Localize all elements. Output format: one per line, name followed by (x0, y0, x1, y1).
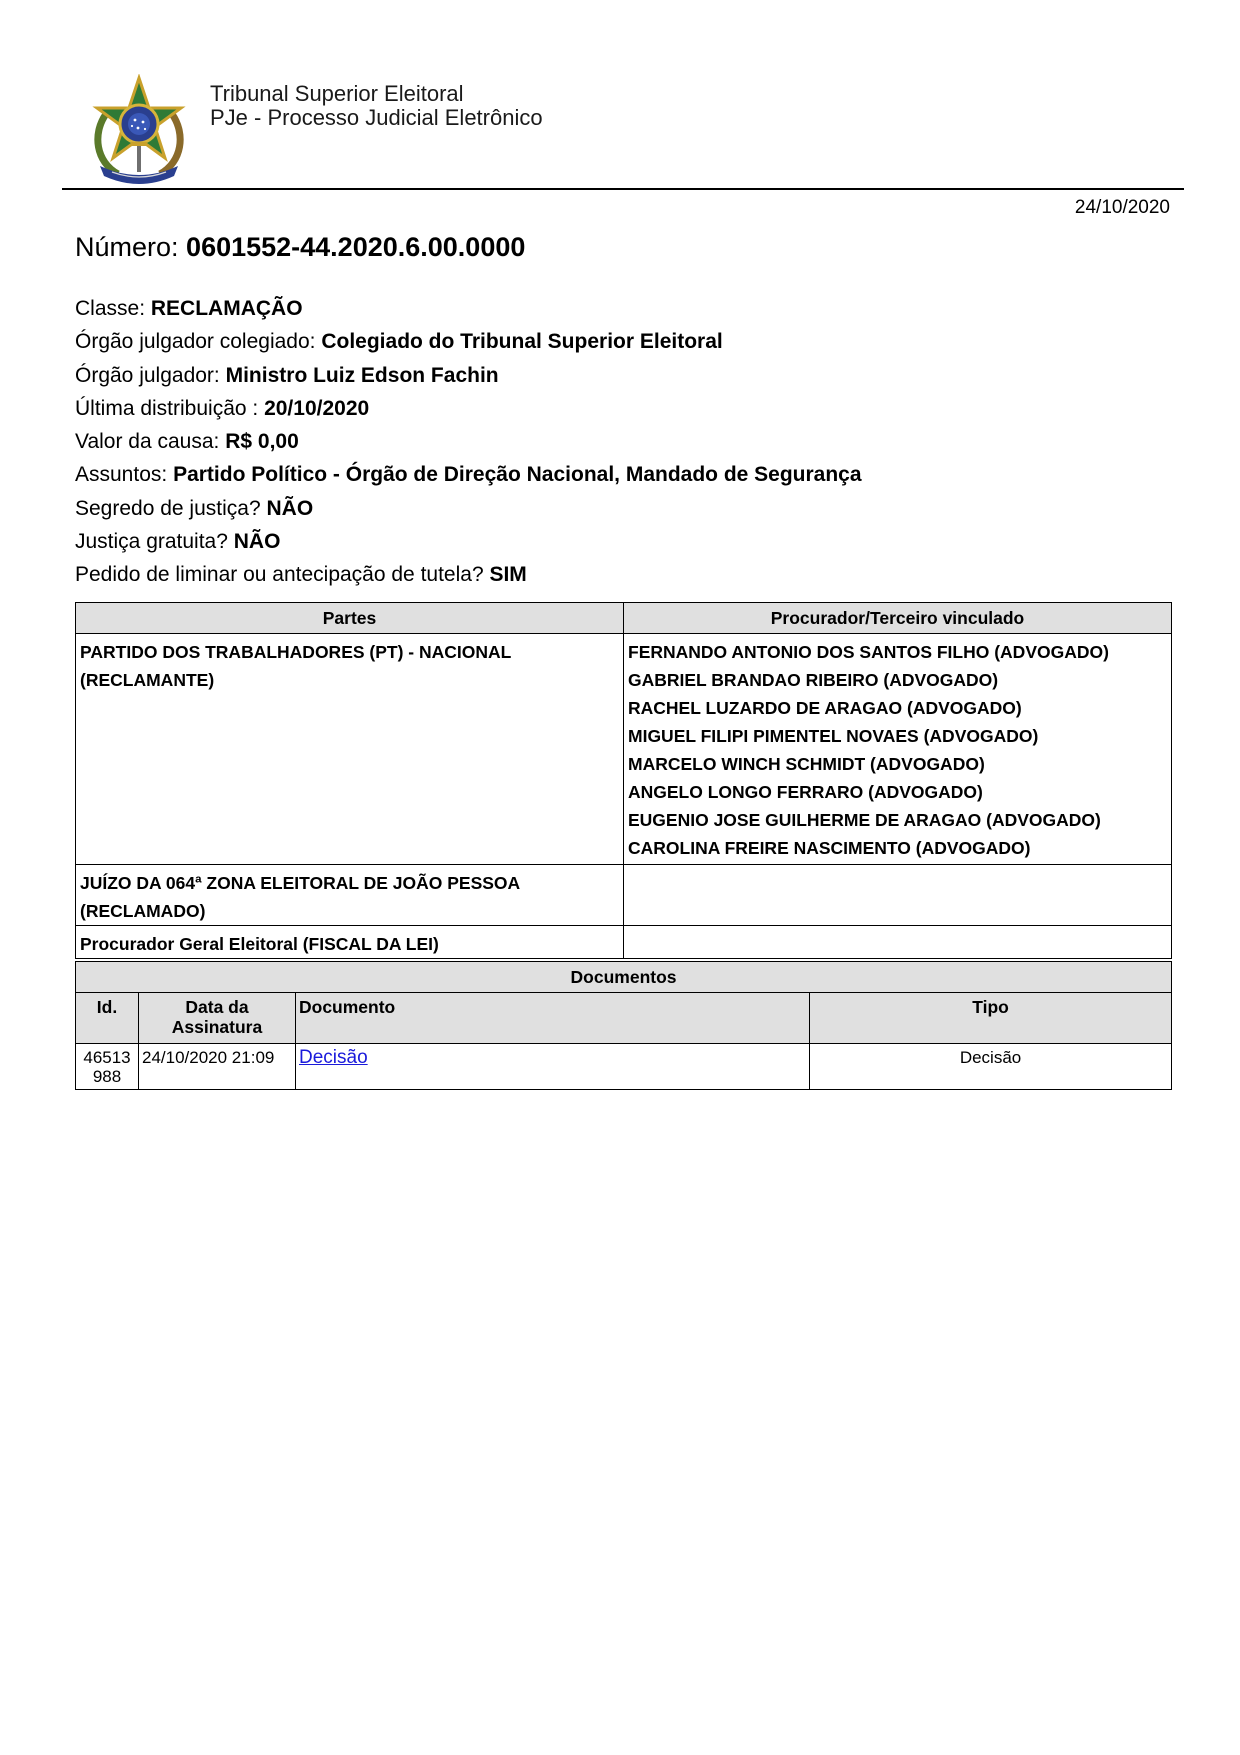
field-classe (75, 292, 862, 325)
field-label: Última distribuição : (75, 396, 259, 420)
procuradores-cell (624, 865, 1172, 926)
procurador-header: Procurador/Terceiro vinculado (624, 603, 1172, 634)
field-value: 20/10/2020 (264, 396, 370, 420)
field-justica-gratuita (75, 525, 862, 558)
doc-id-line2: 988 (92, 1067, 122, 1086)
field-orgao-colegiado (75, 325, 862, 358)
document-date: 24/10/2020 (1074, 197, 1170, 218)
brazil-coat-of-arms-icon (88, 74, 190, 186)
case-fields (75, 292, 862, 592)
field-value: RECLAMAÇÃO (150, 297, 303, 320)
parte-name: JUÍZO DA 064ª ZONA ELEITORAL DE JOÃO PESSOA (80, 873, 521, 893)
data-header-line2: Assinatura (171, 1017, 263, 1037)
parte-cell (76, 926, 624, 959)
procuradores-cell (624, 926, 1172, 959)
id-header: Id. (76, 993, 139, 1044)
parte-cell (76, 865, 624, 926)
table-row (76, 1044, 1172, 1090)
field-label: Órgão julgador colegiado: (75, 330, 316, 354)
field-orgao-julgador (75, 359, 862, 392)
documentos-header-row (76, 993, 1172, 1044)
field-value: SIM (489, 563, 527, 587)
doc-type-cell: Decisão (810, 1044, 1172, 1090)
document-header (88, 74, 1184, 188)
partes-header: Partes (76, 603, 624, 634)
field-label: Classe: (75, 297, 146, 320)
parte-role: (RECLAMADO) (80, 901, 206, 921)
procurador-item: MARCELO WINCH SCHMIDT (ADVOGADO) (628, 754, 985, 774)
procurador-item: FERNANDO ANTONIO DOS SANTOS FILHO (ADVOGADO) (628, 642, 1109, 662)
documentos-title-row (76, 962, 1172, 993)
field-label: Justiça gratuita? (75, 530, 228, 554)
procuradores-cell (624, 634, 1172, 865)
field-assuntos (75, 458, 862, 491)
doc-id-cell (76, 1044, 139, 1090)
tipo-header: Tipo (810, 993, 1172, 1044)
field-value: R$ 0,00 (225, 430, 299, 454)
field-value: Ministro Luiz Edson Fachin (225, 363, 499, 387)
data-header (139, 993, 296, 1044)
case-number-value: 0601552-44.2020.6.00.0000 (186, 232, 526, 262)
field-label: Segredo de justiça? (75, 496, 261, 520)
partes-header-row (76, 603, 1172, 634)
table-row (76, 634, 1172, 865)
field-valor-causa (75, 425, 862, 458)
procurador-item: GABRIEL BRANDAO RIBEIRO (ADVOGADO) (628, 670, 999, 690)
procurador-item: EUGENIO JOSE GUILHERME DE ARAGAO (ADVOGADO) (628, 810, 1101, 830)
procurador-item: CAROLINA FREIRE NASCIMENTO (ADVOGADO) (628, 838, 1031, 858)
field-value: Colegiado do Tribunal Superior Eleitoral (321, 330, 723, 354)
field-segredo-justica (75, 492, 862, 525)
field-value: NÃO (233, 530, 281, 554)
table-row (76, 865, 1172, 926)
parte-name: Procurador Geral Eleitoral (FISCAL DA LEI) (80, 934, 439, 954)
parte-role: (RECLAMANTE) (80, 670, 215, 690)
case-number (75, 232, 525, 263)
org-line-1: Tribunal Superior Eleitoral (210, 81, 464, 106)
field-pedido-liminar (75, 558, 862, 591)
procurador-item: ANGELO LONGO FERRARO (ADVOGADO) (628, 782, 983, 802)
documento-header: Documento (296, 993, 810, 1044)
header-divider (62, 188, 1184, 190)
documentos-title: Documentos (76, 962, 1172, 993)
parte-name: PARTIDO DOS TRABALHADORES (PT) - NACIONAL (80, 642, 512, 662)
data-header-line1: Data da (185, 997, 249, 1017)
field-value: Partido Político - Órgão de Direção Nacional, Mandado de Segurança (173, 463, 862, 487)
field-label: Órgão julgador: (75, 363, 220, 387)
field-label: Pedido de liminar ou antecipação de tutela? (75, 563, 484, 587)
procurador-item: MIGUEL FILIPI PIMENTEL NOVAES (ADVOGADO) (628, 726, 1039, 746)
org-line-2: PJe - Processo Judicial Eletrônico (210, 105, 543, 130)
procurador-item: RACHEL LUZARDO DE ARAGAO (ADVOGADO) (628, 698, 1022, 718)
field-label: Valor da causa: (75, 430, 220, 454)
field-value: NÃO (266, 496, 314, 520)
field-ultima-distribuicao (75, 392, 862, 425)
field-label: Assuntos: (75, 463, 168, 487)
org-name (210, 82, 543, 130)
parte-cell (76, 634, 624, 865)
case-number-label: Número: (75, 232, 179, 262)
partes-table (75, 602, 1172, 959)
doc-name-cell (296, 1044, 810, 1090)
doc-link[interactable]: Decisão (299, 1047, 368, 1068)
doc-date-cell: 24/10/2020 21:09 (139, 1044, 296, 1090)
table-row (76, 926, 1172, 959)
documentos-table (75, 961, 1172, 1090)
doc-id-line1: 46513 (83, 1048, 131, 1067)
